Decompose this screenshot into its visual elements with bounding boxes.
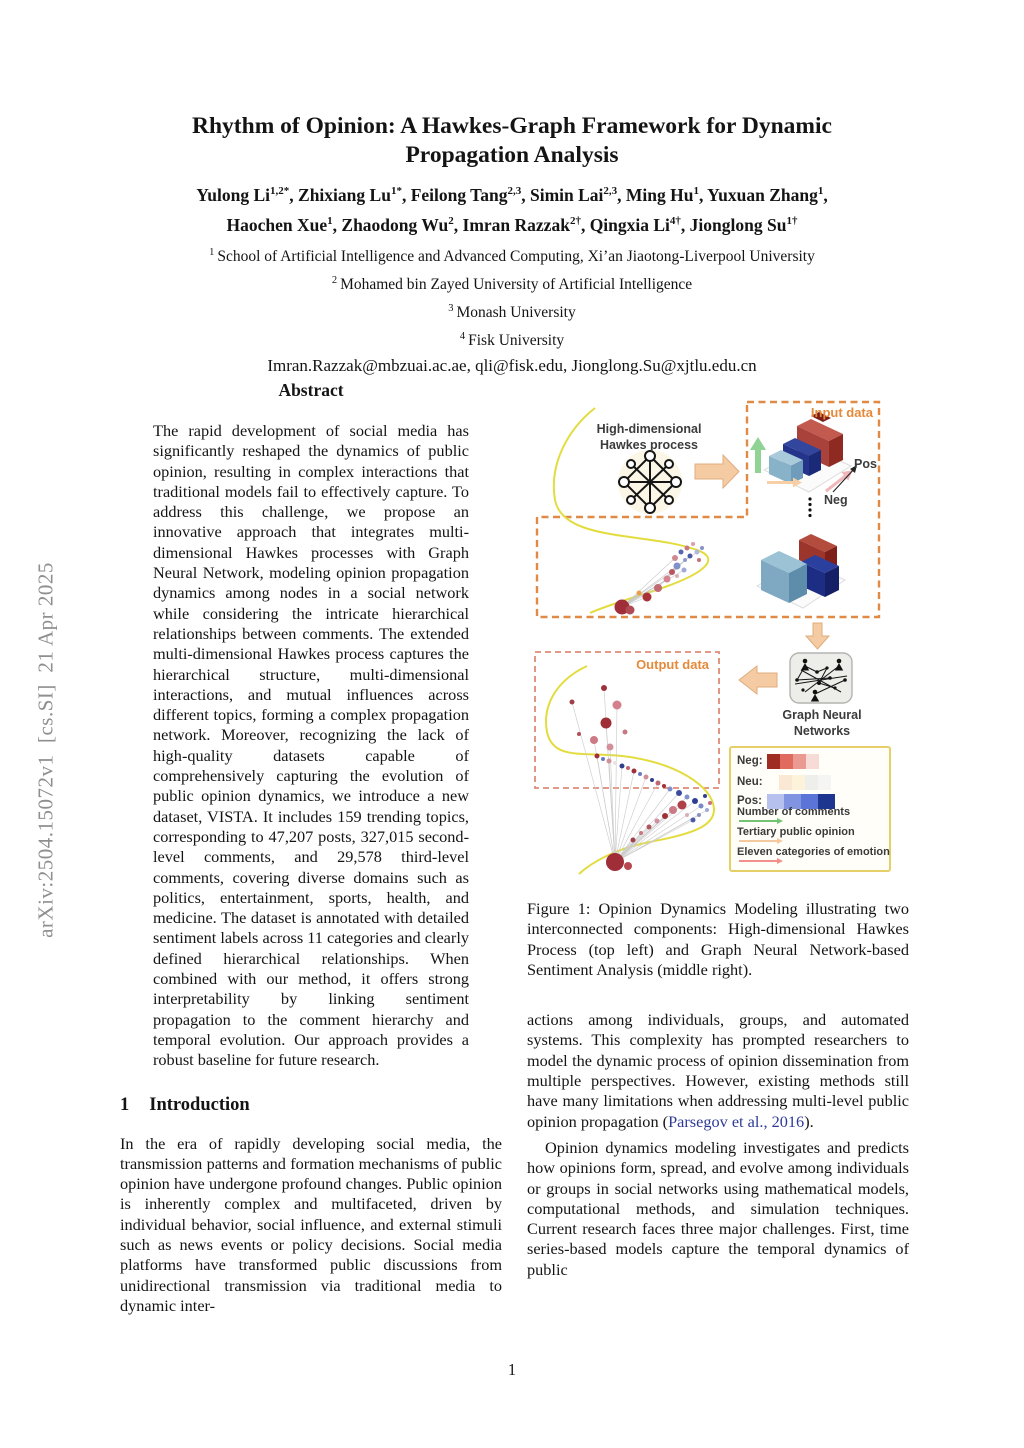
legend-swatches <box>767 754 819 769</box>
author-list <box>0 178 1024 238</box>
propagation-scatter-small <box>615 542 705 615</box>
author-superscript: 2† <box>569 214 581 227</box>
3d-bar-chart-bottom <box>757 534 845 608</box>
hawkes-network-icon <box>618 450 682 514</box>
abstract-heading: Abstract <box>278 380 344 400</box>
color-swatch <box>805 775 818 790</box>
hawkes-label-line2: Hawkes process <box>600 437 698 452</box>
paragraph-text-end: ). <box>804 1111 814 1131</box>
title-line: Propagation Analysis <box>405 142 619 168</box>
gnn-label-line2: Networks <box>793 723 851 738</box>
author-name: Yuxuan Zhang$^1$ <box>707 184 824 205</box>
author-emails: Imran.Razzak@mbzuai.ac.ae, qli@fisk.edu, Jionglong.Su@xjtlu.edu.cn <box>267 356 757 376</box>
author-name: Yulong $Li^{1,2*}$ <box>196 184 290 205</box>
input-data-label: Input data <box>810 405 873 420</box>
body-paragraph: Opinion dynamics modeling investigates and predicts how opinions form, spread, and evolve among individuals or groups in social networks using mathematical models, computational methods, and simulation techniques. Current research faces three major challenges. First, time series-based models capture the temporal dynamics of public <box>527 1137 909 1279</box>
author-name: Haochen Xue$^1$ <box>226 214 333 235</box>
author-name: Simin Lai$^{2,3}$ <box>529 184 618 205</box>
affiliation-line: $^4$ Fisk University <box>459 331 565 350</box>
legend-arrow-entry <box>737 826 890 846</box>
paragraph-text: actions among individuals, groups, and automated systems. This complexity has prompted researchers to model the dynamic process of opinion dissemination from multiple perspectives. However, existing methods still have many limitations when addressing multi-level public opinion propagation ( <box>527 1010 909 1131</box>
flow-arrow-down-icon <box>806 623 829 649</box>
author-name: Qingxia $Li^{4\dagger}$ <box>589 214 681 235</box>
gnn-label-line1: Graph Neural <box>782 708 862 722</box>
section-heading-introduction <box>120 1095 502 1116</box>
page-title <box>0 112 1024 170</box>
author-superscript: 1 <box>693 185 699 197</box>
gnn-label <box>774 708 870 739</box>
affiliation-line: $^1$ School of Artificial Intelligence and Advanced Computing, Xi’an Jiaotong-Liverpool University <box>209 246 815 265</box>
author-superscript: 2 <box>448 214 454 227</box>
legend-row-label: Neg: <box>737 755 763 767</box>
author-superscript: 1 <box>327 214 333 227</box>
section-title: Introduction <box>149 1094 250 1115</box>
abstract-text: The rapid development of social media has significantly reshaped the dynamics of public opinion, resulting in complex interactions that traditional models fail to effectively capture. To address this challenge, we propose an innovative approach that integrates multi-dimensional Hawkes processes with Graph Neural Network, modeling opinion propagation dynamics among nodes in a social network while considering the intricate hierarchical relationships between comments. The extended multi-dimensional Hawkes process captures the hierarchical structure, multi-dimensional interactions, and mutual influences across different topics, forming a complex propagation network. Moreover, recognizing the lack of high-quality datasets capable of comprehensively capturing the evolution of public opinion dynamics, we introduce a new dataset, VISTA. It includes 159 trending topics, corresponding to 47,207 posts, 327,015 second-level comments, and 29,578 third-level comments, covering diverse domains such as politics, entertainment, sports, health, and medicine. The dataset is annotated with detailed sentiment labels across 11 categories and clearly defined hierarchical relationships. When combined with our method, it offers strong interpretability by linking sentiment propagation to the comment hierarchy and temporal evolution. Our approach provides a robust baseline for future research. <box>153 421 469 1070</box>
body-paragraph-continuation <box>527 1010 909 1132</box>
pos-axis-label: Pos <box>854 457 877 471</box>
author-line-1: Yulong $Li^{1,2*}$, Zhixiang $Lu^{1*}$, Feilong Tang$^{2,3}$, Simin Lai$^{2,3}$, Ming Hu$^1$, Yuxuan Zhang$^1$, <box>196 184 828 205</box>
arxiv-sidebar-label: arXiv:2504.15072v1 [cs.SI] 21 Apr 2025 <box>33 562 58 938</box>
page-number: 1 <box>507 1360 517 1379</box>
title-line: Rhythm of Opinion: A Hawkes-Graph Framework for Dynamic <box>192 113 832 139</box>
legend-arrow-icon <box>739 858 890 864</box>
left-column <box>120 380 502 1316</box>
color-swatch <box>792 775 805 790</box>
figure-1-illustration <box>527 400 913 886</box>
affiliation-line: $^3$ Monash University <box>448 302 576 322</box>
author-superscript: 2,3 <box>603 185 618 197</box>
color-swatch <box>793 754 806 769</box>
author-superscript: 1 <box>817 185 824 197</box>
affiliation-line: $^2$ Mohamed bin Zayed University of Artificial Intelligence <box>331 274 693 293</box>
color-swatch <box>779 775 792 790</box>
legend-row-label: Neu: <box>737 776 763 788</box>
legend-arrow-label: Number of comments <box>737 806 851 818</box>
flow-arrow-left-icon <box>739 666 777 694</box>
flow-arrow-right-icon <box>695 455 739 488</box>
author-name: Ming Hu$^1$ <box>625 184 699 205</box>
author-superscript: 1† <box>786 214 798 227</box>
author-name: Jionglong $Su^{1\dagger}$ <box>689 214 798 235</box>
paper-header <box>0 112 1024 376</box>
legend-box <box>729 746 891 872</box>
author-superscript: 4† <box>669 214 681 227</box>
legend-row <box>737 753 835 769</box>
hawkes-process-label <box>574 422 724 453</box>
affiliation-superscript: 1 <box>209 246 215 258</box>
affiliation-superscript: 4 <box>459 331 466 343</box>
gnn-icon <box>790 653 852 703</box>
legend-arrow-icon <box>739 818 890 824</box>
introduction-paragraph: In the era of rapidly developing social media, the transmission patterns and formation mechanisms of public opinion have undergone profound changes. Public opinion is inherently complex and multifaceted, driven by individual behavior, social influence, and external stimuli such as news events or policy decisions. Social media platforms have transformed public discussions from unidirectional transmission via traditional media to dynamic inter- <box>120 1133 502 1315</box>
affiliation-superscript: 3 <box>448 302 454 314</box>
hawkes-label-line1: High-dimensional <box>596 422 702 436</box>
legend-row <box>737 774 835 790</box>
citation-link[interactable]: Parsegov et al., 2016 <box>668 1111 805 1131</box>
legend-sentiment-rows <box>737 753 835 814</box>
legend-swatches <box>779 775 831 790</box>
author-superscript: 1* <box>390 185 402 197</box>
legend-arrow-label: Eleven categories of emotion <box>737 846 890 858</box>
author-name: Feilong Tang$^{2,3}$ <box>410 184 522 205</box>
affiliation-list <box>0 241 1024 354</box>
output-data-label: Output data <box>636 657 709 672</box>
color-swatch <box>806 754 819 769</box>
right-column <box>527 400 909 1280</box>
legend-arrow-entry <box>737 846 890 866</box>
author-line-2: Haochen Xue$^1$, Zhaodong Wu$^2$, Imran Razzak$^{2\dagger}$, Qingxia $Li^{4\dagger}$, Jionglong $Su^{1\dagger}$ <box>226 214 798 235</box>
author-name: Zhixiang $Lu^{1*}$ <box>298 184 402 205</box>
legend-row-label: Pos: <box>737 795 762 807</box>
legend-arrow-entry <box>737 806 890 826</box>
legend-arrow-icon <box>739 838 890 844</box>
vertical-ellipsis-icon <box>808 497 811 517</box>
author-name: Imran Razzak$^{2\dagger}$ <box>462 214 581 235</box>
output-curve <box>546 666 714 874</box>
color-swatch <box>780 754 793 769</box>
affiliation-superscript: 2 <box>331 274 338 286</box>
figure-caption: Figure 1: Opinion Dynamics Modeling illustrating two interconnected components: High-dimensional Hawkes Process (top left) and Graph Neural Network-based Sentiment Analysis (middle right). <box>527 899 909 979</box>
legend-arrow-rows <box>737 806 890 866</box>
legend-arrow-label: Tertiary public opinion <box>737 826 855 838</box>
author-superscript: 2,3 <box>507 185 522 197</box>
neg-axis-label: Neg <box>824 493 848 507</box>
author-superscript: 1,2* <box>270 185 290 197</box>
author-name: Zhaodong Wu$^2$ <box>341 214 454 235</box>
green-up-arrow-icon <box>750 437 766 473</box>
section-number: 1 <box>120 1094 130 1115</box>
color-swatch <box>767 754 780 769</box>
color-swatch <box>818 775 831 790</box>
